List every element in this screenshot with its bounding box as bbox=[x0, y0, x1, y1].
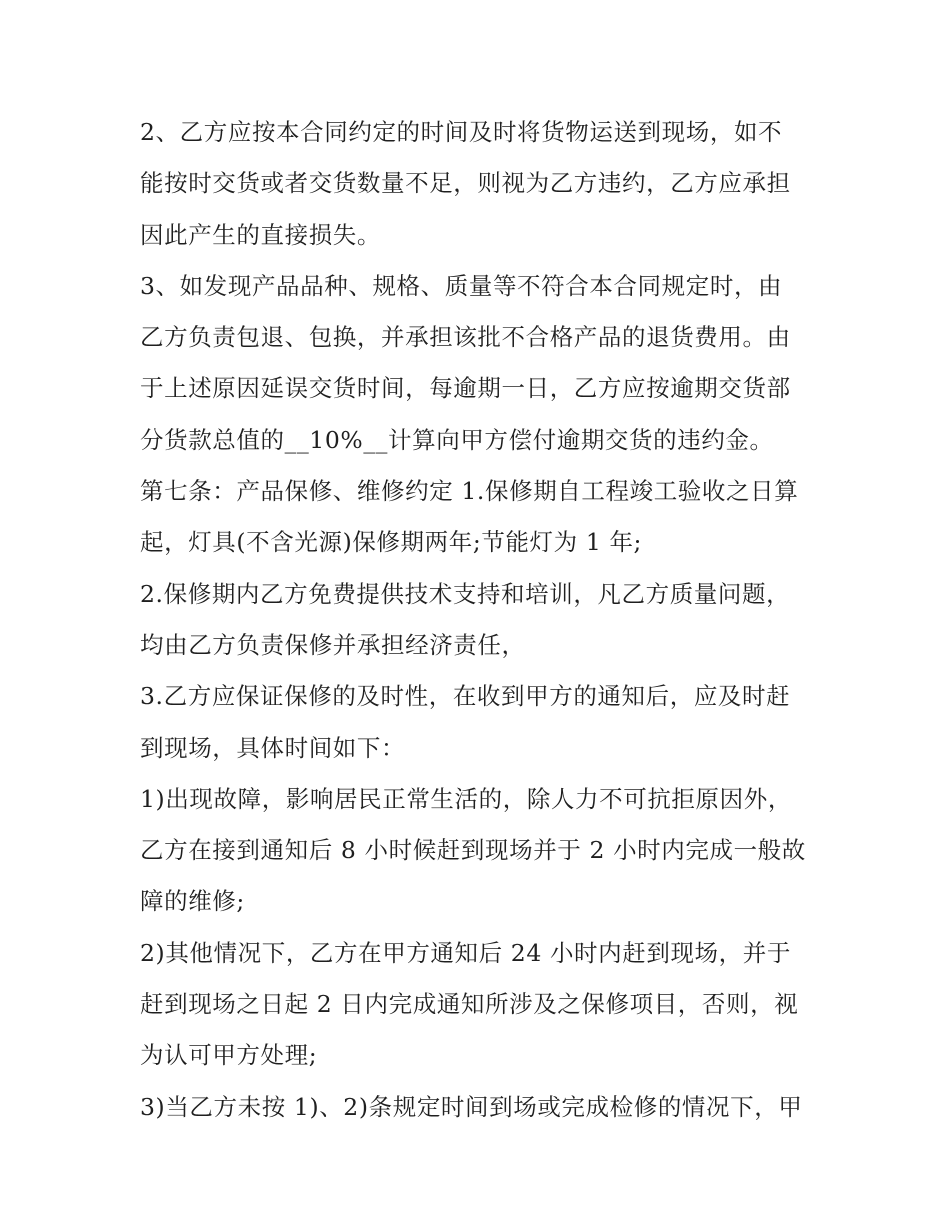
text-line: 2、乙方应按本合同约定的时间及时将货物运送到现场，如不 bbox=[140, 118, 783, 146]
contract-text-body bbox=[140, 107, 820, 1133]
text-line: 赶到现场之日起 2 日内完成通知所涉及之保修项目，否则，视 bbox=[140, 990, 799, 1019]
text-line: 能按时交货或者交货数量不足，则视为乙方违约，乙方应承担 bbox=[140, 169, 791, 198]
text-line: 障的维修; bbox=[140, 887, 245, 916]
text-line: 3、如发现产品品种、规格、质量等不符合本合同规定时，由 bbox=[140, 271, 783, 300]
text-line: 1)出现故障，影响居民正常生活的，除人力不可抗拒原因外， bbox=[140, 784, 792, 813]
text-line: 均由乙方负责保修并承担经济责任， bbox=[140, 630, 526, 659]
text-line: 3)当乙方未按 1)、2)条规定时间到场或完成检修的情况下，甲 bbox=[140, 1092, 803, 1121]
text-line: 乙方负责包退、包换，并承担该批不合格产品的退货费用。由 bbox=[140, 323, 791, 352]
text-line: 第七条：产品保修、维修约定 1.保修期自工程竣工验收之日算 bbox=[140, 477, 799, 506]
text-line: 到现场，具体时间如下： bbox=[140, 733, 406, 762]
text-line: 起，灯具(不含光源)保修期两年;节能灯为 1 年; bbox=[140, 528, 643, 557]
text-line: 为认可甲方处理; bbox=[140, 1041, 318, 1070]
text-line: 分货款总值的__10%__计算向甲方偿付逾期交货的违约金。 bbox=[140, 425, 774, 454]
text-line: 因此产生的直接损失。 bbox=[140, 220, 381, 249]
text-line: 3.乙方应保证保修的及时性，在收到甲方的通知后，应及时赶 bbox=[140, 682, 791, 711]
text-line: 2.保修期内乙方免费提供技术支持和培训，凡乙方质量问题， bbox=[140, 579, 791, 608]
text-line: 乙方在接到通知后 8 小时候赶到现场并于 2 小时内完成一般故 bbox=[140, 836, 806, 865]
text-line: 于上述原因延误交货时间，每逾期一日，乙方应按逾期交货部 bbox=[140, 374, 791, 403]
text-line: 2)其他情况下，乙方在甲方通知后 24 小时内赶到现场，并于 bbox=[140, 938, 791, 967]
